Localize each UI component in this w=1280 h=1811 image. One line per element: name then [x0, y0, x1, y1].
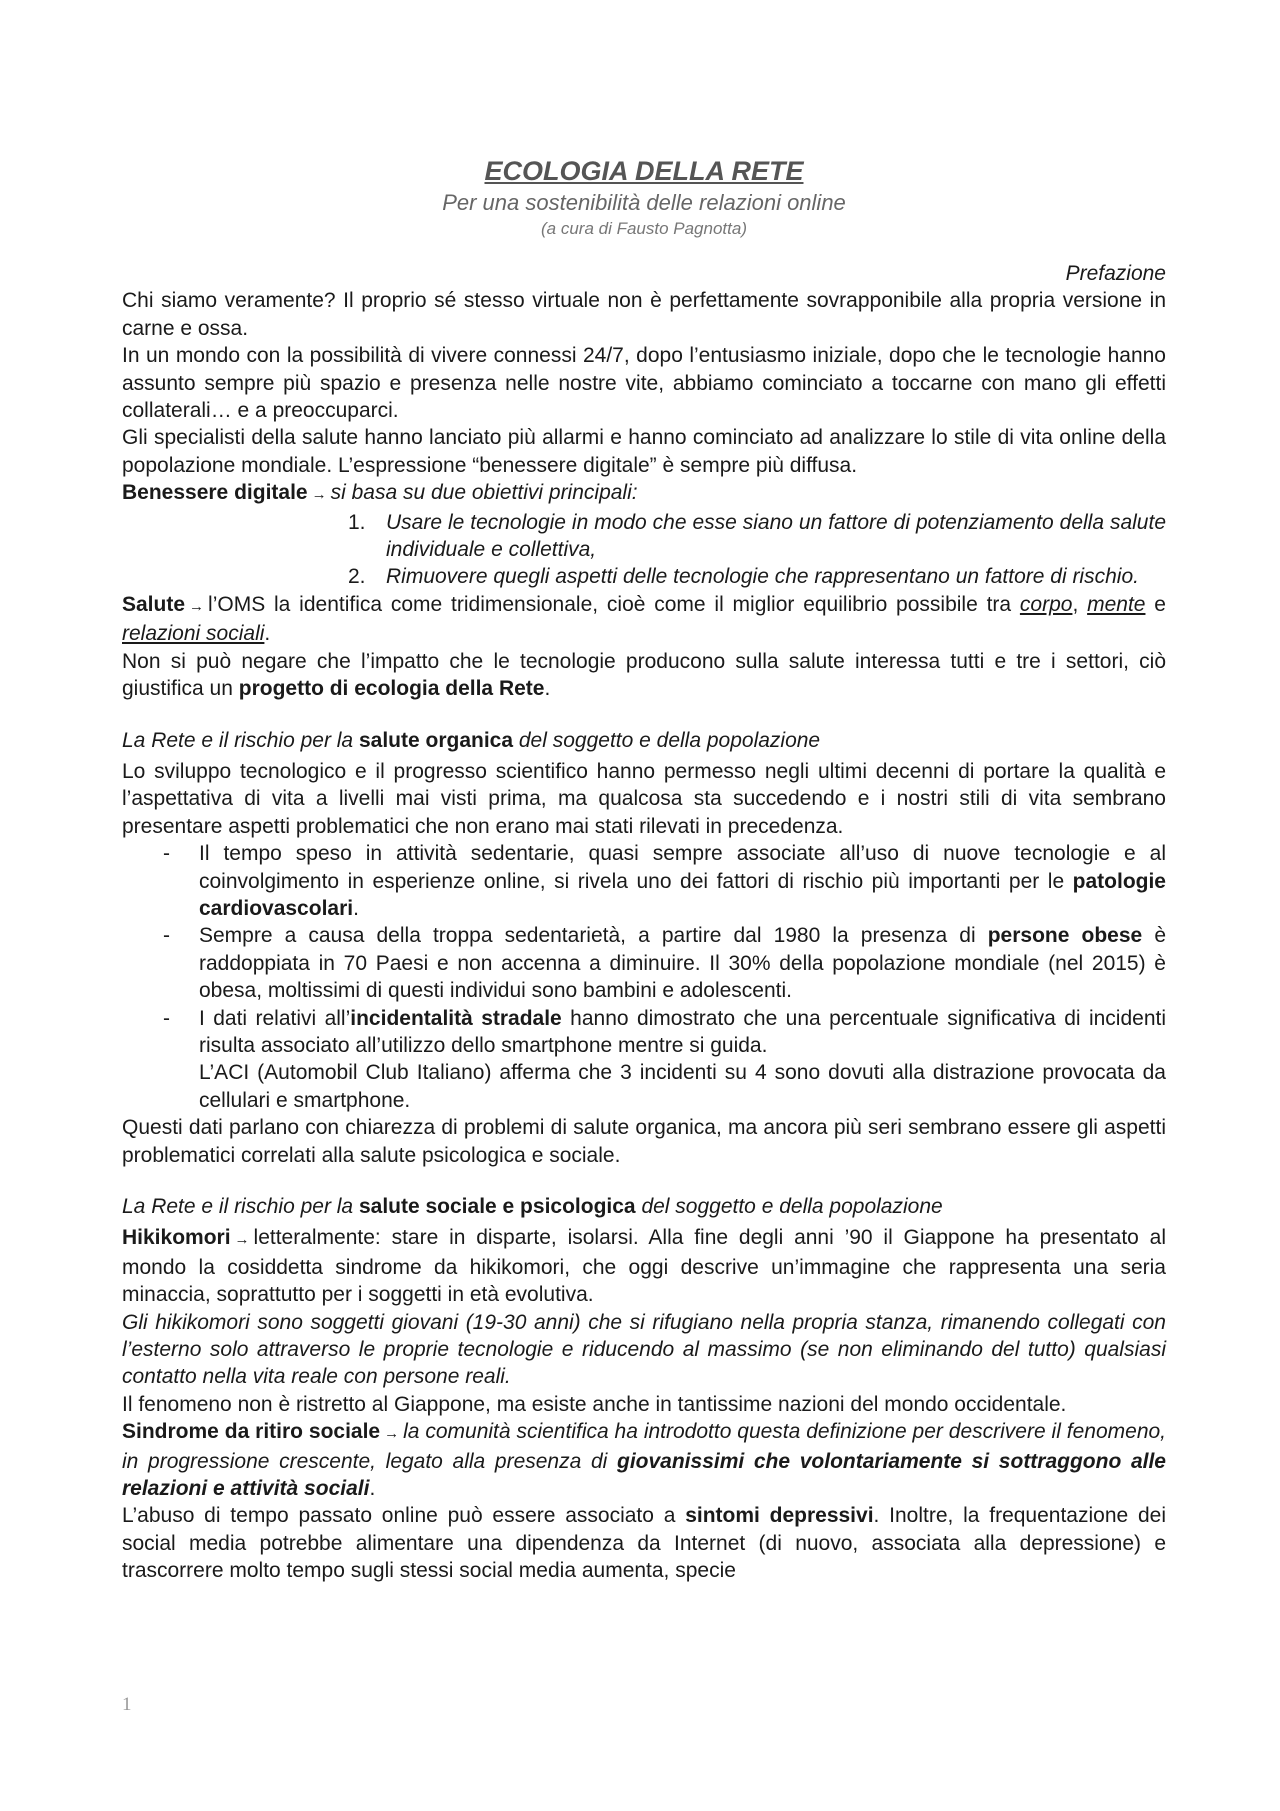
arrow-icon: → — [311, 486, 327, 504]
goal-number: 2. — [348, 565, 366, 589]
item-3-bold: incidentalità stradale — [350, 1006, 562, 1030]
benessere-text: si basa su due obiettivi principali: — [330, 481, 638, 505]
ritiro-text: la comunità scientifica ha introdotto questa definizione per descrivere il fenomeno, in progressione crescente, legato alla presenza di — [122, 1420, 1167, 1473]
hikikomori-text: letteralmente: stare in disparte, isolarsi. Alla fine degli anni ’90 il Giappone ha presentato al mondo la cosiddetta sindrome da hikikomori, che oggi descrive un’immagine che rappresenta una seria minaccia, soprattutto per i soggetti in età evolutiva. — [122, 1226, 1166, 1307]
goal-text: Usare le tecnologie in modo che esse siano un fattore di potenziamento della salute individuale e collettiva, — [386, 510, 1166, 562]
benessere-term: Benessere digitale — [122, 481, 308, 505]
document-curator: (a cura di Fausto Pagnotta) — [540, 219, 747, 238]
section-1-head-pre: La Rete e il rischio per la — [122, 728, 354, 752]
preface-p4-text: Non si può negare che l’impatto che le tecnologie producono sulla salute interessa tutti e tre i settori, ciò giustifica un — [122, 649, 1166, 701]
dash-marker: - — [163, 924, 170, 948]
dash-marker: - — [163, 842, 170, 866]
preface-paragraph-2: In un mondo con la possibilità di vivere connessi 24/7, dopo l’entusiasmo iniziale, dopo che le tecnologie hanno assunto sempre più spazio e presenza nelle nostre vite, abbiamo cominciato a toccarne con mano gli effetti collaterali… e a preoccuparci. — [122, 344, 1166, 423]
item-2-bold: persone obese — [987, 924, 1143, 948]
preface-heading: Prefazione — [1065, 262, 1166, 285]
list-item — [163, 1005, 1166, 1060]
dash-marker: - — [163, 1006, 170, 1030]
abuse-bold: sintomi depressivi — [685, 1504, 874, 1528]
section-1-list — [163, 840, 1166, 1059]
preface-paragraph-1: Chi siamo veramente? Il proprio sé stesso virtuale non è perfettamente sovrapponibile alla propria versione in carne e ossa. — [122, 289, 1166, 340]
section-2-head-pre: La Rete e il rischio per la — [122, 1195, 354, 1218]
item-2-rest: è raddoppiata in 70 Paesi e non accenna a diminuire. Il 30% della popolazione mondiale (nel 2015) è obesa, moltissimi di questi individui sono bambini e adolescenti. — [199, 924, 1166, 1003]
abuse-paragraph — [122, 1502, 1166, 1584]
hikikomori-term: Hikikomori — [122, 1226, 231, 1250]
abuse-text: L’abuso di tempo passato online può essere associato a — [122, 1504, 676, 1528]
section-1-head-post: del soggetto e della popolazione — [518, 728, 821, 752]
arrow-icon: → — [384, 1425, 400, 1443]
salute-corpo: corpo — [1019, 592, 1073, 616]
item-2-text: Sempre a causa della troppa sedentarietà, a partire dal 1980 la presenza di — [199, 924, 976, 948]
goal-item — [348, 509, 1166, 564]
list-item — [163, 840, 1166, 922]
document-body — [122, 154, 1166, 1585]
salute-end: . — [264, 622, 271, 646]
section-1-head-bold: salute organica — [358, 728, 514, 752]
page-number: 1 — [122, 1694, 132, 1715]
section-2-head-bold: salute sociale e psicologica — [358, 1195, 636, 1218]
ritiro-term: Sindrome da ritiro sociale — [122, 1420, 381, 1444]
goal-item — [348, 563, 1166, 590]
phenomenon-paragraph: Il fenomeno non è ristretto al Giappone, ma esiste anche in tantissime nazioni del mondo occidentale. — [122, 1392, 1067, 1416]
preface-p4-bold: progetto di ecologia della Rete — [238, 677, 545, 701]
goal-number: 1. — [348, 510, 366, 534]
document-subtitle: Per una sostenibilità delle relazioni online — [442, 190, 846, 215]
item-1-end: . — [353, 896, 359, 920]
item-1-text: Il tempo speso in attività sedentarie, quasi sempre associate all’uso di nuove tecnologie e al coinvolgimento in esperienze online, si rivela uno dei fattori di rischio più importanti per le — [199, 842, 1166, 893]
section-2-heading — [122, 1193, 1166, 1220]
ritiro-definition — [122, 1418, 1166, 1502]
section-1-intro: Lo sviluppo tecnologico e il progresso scientifico hanno permesso negli ultimi decenni di portare la qualità e l’aspettativa di vita a livelli mai visti prima, ma qualcosa sta succedendo e i nostri stili di vita sembrano presentare aspetti problematici che non erano mai stati rilevati in precedenza. — [122, 759, 1166, 838]
preface-paragraph-3: Gli specialisti della salute hanno lanciato più allarmi e hanno cominciato ad analizzare lo stile di vita online della popolazione mondiale. L’espressione “benessere digitale” è sempre più diffusa. — [122, 426, 1166, 477]
abuse-rest: . Inoltre, la frequentazione dei social media potrebbe alimentare una dipendenza da Internet (di nuovo, associata alla depressione) e trascorrere molto tempo sugli stessi social media aumenta, specie — [122, 1504, 1166, 1583]
aci-paragraph: L’ACI (Automobil Club Italiano) afferma che 3 incidenti su 4 sono dovuti alla distrazione provocata da cellulari e smartphone. — [199, 1061, 1166, 1112]
document-title: ECOLOGIA DELLA RETE — [484, 156, 804, 186]
item-3-pre: I dati relativi all’ — [199, 1006, 351, 1030]
preface-paragraph-4 — [122, 648, 1166, 703]
salute-term: Salute — [122, 592, 186, 616]
item-3-rest: hanno dimostrato che una percentuale significativa di incidenti risulta associato all’utilizzo dello smartphone mentre si guida. — [199, 1006, 1166, 1057]
item-1-bold: patologie cardiovascolari — [199, 869, 1166, 920]
goals-list — [348, 509, 1166, 591]
preface-p4-end: . — [544, 677, 551, 701]
hikikomori-definition — [122, 1224, 1166, 1308]
section-1-outro: Questi dati parlano con chiarezza di problemi di salute organica, ma ancora più seri sembrano essere gli aspetti problematici correlati alla salute psicologica e sociale. — [122, 1116, 1166, 1167]
salute-comma: , — [1072, 592, 1079, 616]
salute-text: l’OMS la identifica come tridimensionale, cioè come il miglior equilibrio possibile tra — [208, 592, 1012, 616]
goal-text: Rimuovere quegli aspetti delle tecnologie che rappresentano un fattore di rischio. — [386, 565, 1139, 589]
ritiro-bold: giovanissimi che volontariamente si sottraggono alle relazioni e attività sociali — [122, 1449, 1166, 1501]
list-item — [163, 922, 1166, 1004]
arrow-icon: → — [234, 1231, 250, 1249]
salute-definition — [122, 591, 1166, 648]
section-1-heading — [122, 727, 1166, 754]
hikikomori-italic: Gli hikikomori sono soggetti giovani (19-30 anni) che si rifugiano nella propria stanza, rimanendo collegati con l’esterno solo attraverso le proprie tecnologie e riducendo al massimo (se non eliminando del tutto) qualsiasi contatto nella vita reale con persone reali. — [122, 1310, 1166, 1389]
ritiro-end: . — [369, 1477, 376, 1501]
arrow-icon: → — [189, 597, 205, 615]
benessere-definition — [122, 479, 1166, 508]
salute-relazioni: relazioni sociali — [122, 622, 265, 646]
salute-and: e — [1154, 592, 1166, 616]
section-2-head-post: del soggetto e della popolazione — [641, 1195, 943, 1218]
salute-mente: mente — [1087, 592, 1146, 616]
